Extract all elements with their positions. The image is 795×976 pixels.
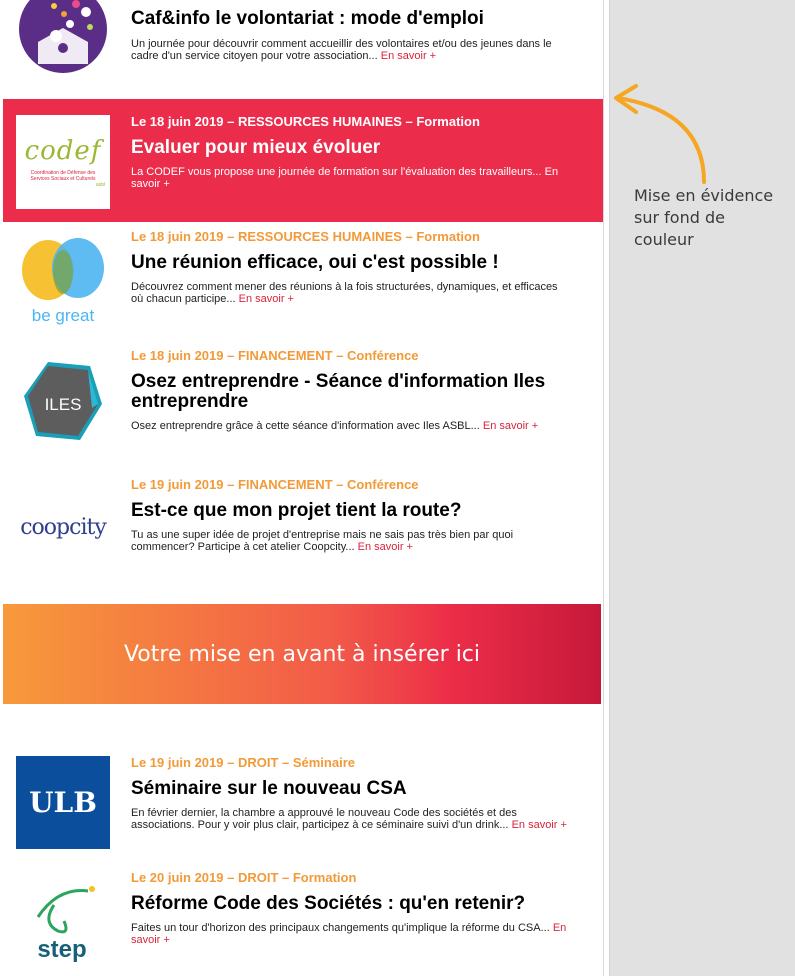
event-item <box>3 748 603 858</box>
event-meta: Le 20 juin 2019 – DROIT – Formation <box>131 870 357 885</box>
event-meta: Le 19 juin 2019 – FINANCEMENT – Conférence <box>131 477 419 492</box>
event-item <box>3 470 603 590</box>
curved-arrow-icon <box>600 82 715 187</box>
promo-label: Votre mise en avant à insérer ici <box>123 641 481 667</box>
event-meta: Le 18 juin 2019 – FINANCEMENT – Conférence <box>131 348 419 363</box>
event-item <box>3 863 603 976</box>
step-logo <box>16 875 110 969</box>
read-more-link[interactable]: En savoir + <box>482 420 539 432</box>
cafinfo-logo <box>16 0 110 76</box>
event-description: La CODEF vous propose une journée de formation sur l'évaluation des travailleurs... En savoir + <box>131 166 559 190</box>
event-description: Tu as une super idée de projet d'entreprise mais ne sais pas très bien par quoi commencer? Participe à cet atelier Coopcity... En savoir + <box>131 529 514 553</box>
read-more-link[interactable]: En savoir + <box>238 293 294 305</box>
ulb-logo: ULB <box>16 756 110 849</box>
read-more-link[interactable]: En savoir + <box>131 922 567 946</box>
event-title[interactable]: Une réunion efficace, oui c'est possible ! <box>131 252 499 273</box>
read-more-link[interactable]: En savoir + <box>380 50 437 62</box>
read-more-link[interactable]: En savoir + <box>357 541 413 553</box>
event-title[interactable]: Evaluer pour mieux évoluer <box>131 137 381 158</box>
event-title[interactable]: Réforme Code des Sociétés : qu'en retenir? <box>131 893 526 914</box>
event-meta: Le 18 juin 2019 – RESSOURCES HUMAINES – Formation <box>131 114 480 129</box>
begreat-logo <box>16 232 110 326</box>
event-description: En février dernier, la chambre a approuvé le nouveau Code des sociétés et des associations. Pour y voir plus clair, participez à ce séminaire suivi d'un drink... En savoir + <box>131 807 567 831</box>
event-title[interactable]: Séminaire sur le nouveau CSA <box>131 778 407 799</box>
svg-text:step: step <box>37 936 87 963</box>
event-item-highlighted <box>3 99 603 222</box>
event-description: Découvrez comment mener des réunions à la fois structurées, dynamiques, et efficaces où chacun participe... En savoir + <box>131 281 558 305</box>
svg-text:ILES: ILES <box>44 395 82 414</box>
event-item <box>3 0 603 98</box>
event-description: Faites un tour d'horizon des principaux changements qu'implique la réforme du CSA... En savoir + <box>131 922 567 946</box>
codef-logo: codef Coordination de Défense des Services Sociaux et Culturels asbl <box>16 115 110 209</box>
event-title[interactable]: Caf&info le volontariat : mode d'emploi <box>131 8 484 29</box>
newsletter-content <box>3 0 604 976</box>
read-more-link[interactable]: En savoir + <box>511 819 567 831</box>
event-item <box>3 340 603 470</box>
annotation-text: Mise en évidence sur fond de couleur <box>634 186 774 249</box>
event-description: Un journée pour découvrir comment accueillir des volontaires et/ou des jeunes dans le cadre d'un service citoyen pour votre association... En savoir + <box>131 38 552 62</box>
event-title[interactable]: Osez entreprendre - Séance d'information Iles entreprendre <box>131 371 546 412</box>
event-description: Osez entreprendre grâce à cette séance d'information avec Iles ASBL... En savoir + <box>131 420 539 432</box>
read-more-link[interactable]: En savoir + <box>131 166 559 190</box>
iles-logo <box>16 354 110 448</box>
event-meta: Le 19 juin 2019 – DROIT – Séminaire <box>131 755 355 770</box>
promo-banner[interactable] <box>3 604 601 704</box>
event-title[interactable]: Est-ce que mon projet tient la route? <box>131 500 462 521</box>
event-meta: Le 18 juin 2019 – RESSOURCES HUMAINES – Formation <box>131 229 480 244</box>
event-item <box>3 222 603 340</box>
coopcity-logo: coopcity <box>20 514 106 540</box>
svg-text:be great: be great <box>31 306 95 325</box>
